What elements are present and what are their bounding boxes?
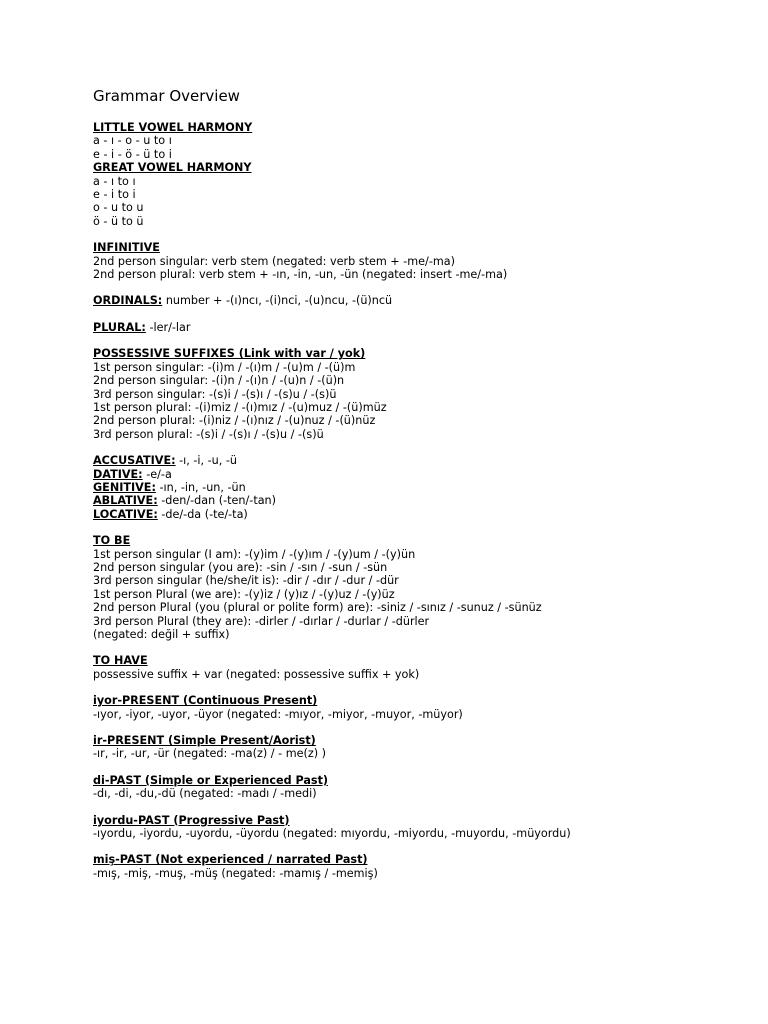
possessive-line: 3rd person singular: -(s)i / -(s)ı / -(s)u / -(s)ü	[93, 387, 337, 401]
dative-text: -e/-a	[142, 467, 172, 481]
infinitive-line: 2nd person plural: verb stem + -ın, -in, -un, -ün (negated: insert -me/-ma)	[93, 268, 508, 282]
to-be-line: 2nd person Plural (you (plural or polite form) are): -siniz / -sınız / -sunuz / -sünüz	[93, 601, 542, 615]
possessive-line: 1st person singular: -(i)m / -(ı)m / -(u)m / -(ü)m	[93, 360, 356, 374]
possessive-line: 3rd person plural: -(s)i / -(s)ı / -(s)u / -(s)ü	[93, 427, 324, 441]
to-be-line: (negated: değil + suffix)	[93, 628, 230, 641]
mis-past-heading: miş-PAST (Not experienced / narrated Past)	[93, 853, 368, 867]
locative-text: -de/-da (-te/-ta)	[157, 507, 248, 521]
to-be-line: 2nd person singular (you are): -sin / -sın / -sun / -sün	[93, 560, 388, 574]
ordinals-text: number + -(ı)ncı, -(i)nci, -(u)ncu, -(ü)ncü	[162, 294, 393, 308]
infinitive-line: 2nd person singular: verb stem (negated: verb stem + -me/-ma)	[93, 254, 455, 268]
plural-text: -ler/-lar	[145, 320, 191, 334]
to-be-section	[93, 534, 753, 641]
to-be-line: 3rd person singular (he/she/it is): -dir / -dır / -dur / -dür	[93, 574, 399, 588]
to-be-line: 1st person Plural (we are): -(y)iz / (y)ız / -(y)uz / -(y)üz	[93, 587, 395, 601]
iyordu-past-line: -ıyordu, -iyordu, -uyordu, -üyordu (negated: mıyordu, -miyordu, -muyordu, -müyordu)	[93, 827, 571, 841]
iyordu-past-section	[93, 814, 753, 841]
di-past-section	[93, 774, 753, 801]
dative-label: DATIVE:	[93, 467, 143, 481]
possessive-line: 2nd person plural: -(i)niz / -(ı)nız / -(u)nuz / -(ü)nüz	[93, 414, 376, 428]
infinitive-heading: INFINITIVE	[93, 241, 160, 255]
great-vowel-harmony-line: e - i to i	[93, 188, 136, 202]
to-have-line: possessive suffix + var (negated: possessive suffix + yok)	[93, 667, 420, 681]
great-vowel-harmony-heading: GREAT VOWEL HARMONY	[93, 161, 252, 175]
to-have-heading: TO HAVE	[93, 654, 148, 668]
little-vowel-harmony-heading: LITTLE VOWEL HARMONY	[93, 121, 253, 134]
ir-present-heading: ir-PRESENT (Simple Present/Aorist)	[93, 734, 316, 748]
little-vowel-harmony-line: a - ı - o - u to ı	[93, 134, 172, 148]
iyor-present-section	[93, 694, 753, 721]
ir-present-line: -ır, -ir, -ur, -ür (negated: -ma(z) / - me(z) )	[93, 747, 326, 761]
to-be-line: 3rd person Plural (they are): -dirler / -dırlar / -durlar / -dürler	[93, 614, 430, 628]
great-vowel-harmony-line: ö - ü to ü	[93, 214, 144, 228]
ablative-text: -den/-dan (-ten/-tan)	[157, 494, 277, 508]
plural-section	[93, 321, 753, 334]
plural-label: PLURAL:	[93, 320, 146, 334]
possessive-line: 2nd person singular: -(i)n / -(ı)n / -(u)n / -(ü)n	[93, 374, 345, 388]
ablative-label: ABLATIVE:	[93, 494, 158, 508]
mis-past-line: -mış, -miş, -muş, -müş (negated: -mamış / -memiş)	[93, 866, 378, 880]
cases-section	[93, 454, 753, 521]
to-have-section	[93, 654, 753, 681]
great-vowel-harmony-line: a - ı to ı	[93, 174, 136, 188]
possessive-heading: POSSESSIVE SUFFIXES (Link with var / yok)	[93, 347, 366, 361]
iyor-present-heading: iyor-PRESENT (Continuous Present)	[93, 694, 318, 708]
iyordu-past-heading: iyordu-PAST (Progressive Past)	[93, 813, 290, 827]
little-vowel-harmony-line: e - i - ö - ü to i	[93, 147, 172, 161]
mis-past-section	[93, 853, 753, 880]
to-be-line: 1st person singular (I am): -(y)im / -(y)ım / -(y)um / -(y)ün	[93, 547, 416, 561]
ir-present-section	[93, 734, 753, 761]
genitive-label: GENITIVE:	[93, 480, 156, 494]
document-page	[93, 86, 753, 893]
great-vowel-harmony-line: o - u to u	[93, 201, 144, 215]
ordinals-label: ORDINALS:	[93, 294, 163, 308]
vowel-harmony-section	[93, 121, 753, 228]
accusative-text: -ı, -i, -u, -ü	[175, 454, 238, 468]
ordinals-section	[93, 294, 753, 307]
locative-label: LOCATIVE:	[93, 507, 158, 521]
iyor-present-line: -ıyor, -iyor, -uyor, -üyor (negated: -mıyor, -miyor, -muyor, -müyor)	[93, 707, 463, 721]
di-past-heading: di-PAST (Simple or Experienced Past)	[93, 773, 329, 787]
genitive-text: -ın, -in, -un, -ün	[155, 480, 246, 494]
possessive-section	[93, 347, 753, 441]
possessive-line: 1st person plural: -(i)miz / -(ı)mız / -(u)muz / -(ü)müz	[93, 400, 387, 414]
to-be-heading: TO BE	[93, 534, 131, 548]
page-title: Grammar Overview	[93, 87, 240, 105]
infinitive-section	[93, 241, 753, 281]
di-past-line: -dı, -di, -du,-dü (negated: -madı / -medi)	[93, 787, 317, 801]
accusative-label: ACCUSATIVE:	[93, 454, 176, 468]
